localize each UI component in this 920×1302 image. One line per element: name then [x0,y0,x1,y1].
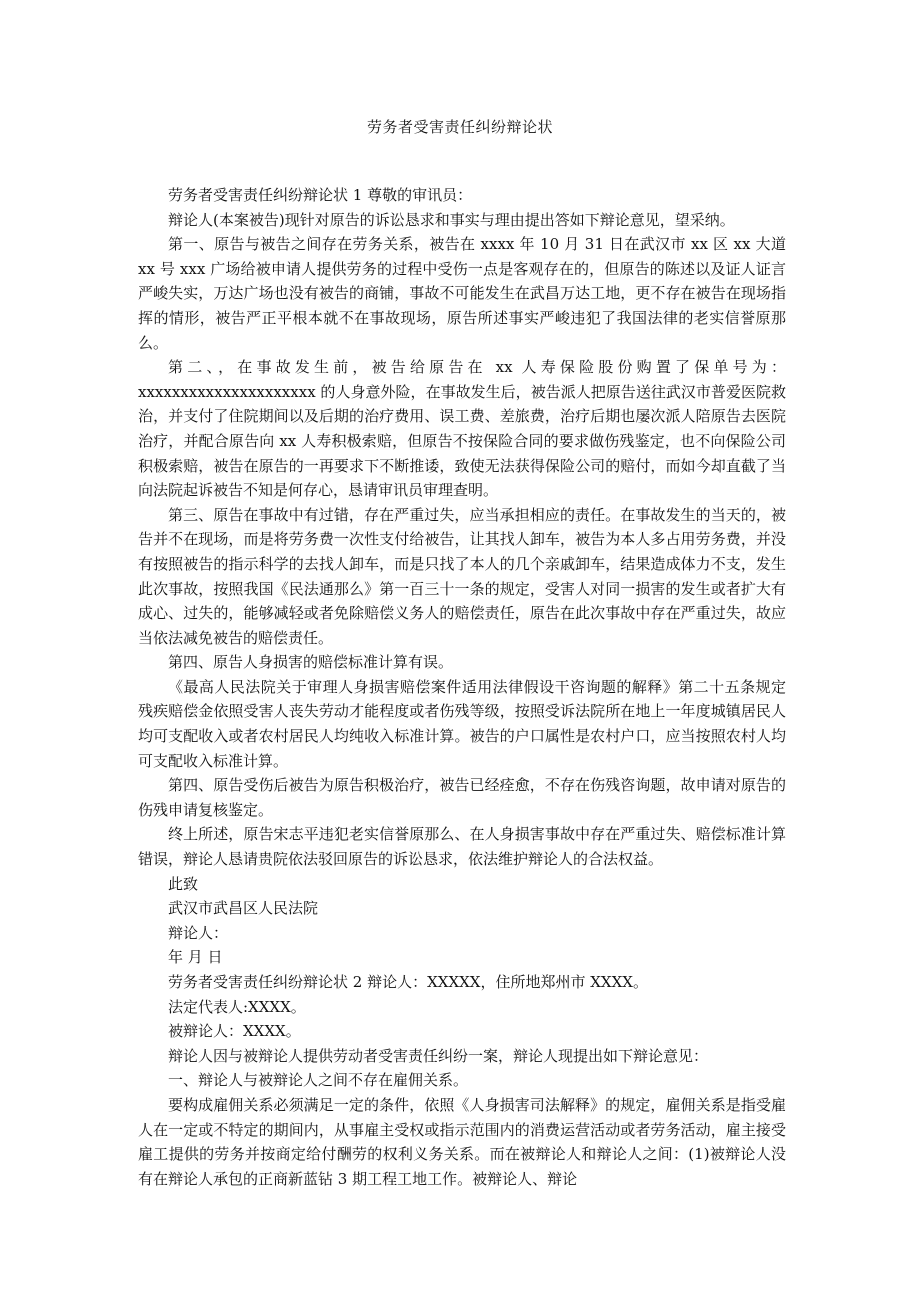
paragraph: 要构成雇佣关系必须满足一定的条件，依照《人身损害司法解释》的规定，雇佣关系是指受雇人在一定或不特定的期间内，从事雇主受权或指示范围内的消费运营活动或者劳务活动，雇主接受雇工提供的劳务并按商定给付酬劳的权利义务关系。而在被辩论人和辩论人之间：(1)被辩论人没有在辩论人承包的正商新蓝钻 3 期工程工地工作。被辩论人、辩论 [138,1095,786,1188]
document-body [138,183,786,1191]
paragraph: 一、辩论人与被辩论人之间不存在雇佣关系。 [168,1071,469,1090]
paragraph: 第三、原告在事故中有过错，存在严重过失，应当承担相应的责任。在事故发生的当天的，被告并不在现场，而是将劳务费一次性支付给被告，让其找人卸车，被告为本人多占用劳务费，并没有按照被告的指示科学的去找人卸车，而是只找了本人的几个亲戚卸车，结果造成体力不支，发生此次事故，按照我国《民法通那么》第一百三十一条的规定，受害人对同一损害的发生或者扩大有成心、过失的，能够减轻或者免除赔偿义务人的赔偿责任，原告在此次事故中存在严重过失，故应当依法减免被告的赔偿责任。 [138,505,786,647]
paragraph: 此致 [168,874,199,893]
paragraph: 劳务者受害责任纠纷辩论状 1 尊敬的审讯员： [168,186,473,204]
paragraph: 《最高人民法院关于审理人身损害赔偿案件适用法律假设干咨询题的解释》第二十五条规定 残疾赔偿金依照受害人丧失劳动才能程度或者伤残等级，按照受诉法院所在地上一年度城镇居民人均可支配收入或者农村居民人均纯收入标准计算。被告的户口属性是农村户口，应当按照农村人均可支配收入标准计算。 [138,677,786,770]
paragraph: 第一、原告与被告之间存在劳务关系，被告在 xxxx 年 10 月 31 日在武汉市 xx 区 xx 大道 xx 号 xxx 广场给被申请人提供劳务的过程中受伤一点是客观存在的，但原告的陈述以及证人证言严峻失实，万达广场也没有被告的商铺，事故不可能发生在武昌万达工地，更不存在被告在现场指挥的情形，被告严正平根本就不在事故现场，原告所述事实严峻违犯了我国法律的老实信誉原那么。 [138,235,786,352]
document-title: 劳务者受害责任纠纷辩论状 [366,118,553,136]
paragraph: 第四、原告人身损害的赔偿标准计算有误。 [168,653,454,672]
paragraph: 武汉市武昌区人民法院 [168,899,319,918]
paragraph: 辩论人因与被辩论人提供劳动者受害责任纠纷一案，辩论人现提出如下辩论意见： [168,1046,709,1065]
paragraph: 被辩论人：XXXX。 [168,1022,301,1041]
paragraph: 第四、原告受伤后被告为原告积极治疗，被告已经痊愈，不存在伤残咨询题，故申请对原告的伤残申请复核鉴定。 [138,776,786,819]
paragraph: 劳务者受害责任纠纷辩论状 2 辩论人：XXXXX，住所地郑州市 XXXX。 [168,973,648,991]
paragraph: 年 月 日 [168,948,223,967]
paragraph: 法定代表人:XXXX。 [168,997,306,1016]
paragraph: 辩论人(本案被告)现针对原告的诉讼恳求和事实与理由提出答如下辩论意见，望采纳。 [168,210,735,229]
paragraph: 辩论人： [168,923,229,942]
paragraph: 终上所述，原告宋志平违犯老实信誉原那么、在人身损害事故中存在严重过失、赔偿标准计算错误，辩论人恳请贵院依法驳回原告的诉讼恳求，依法维护辩论人的合法权益。 [138,825,786,869]
paragraph: 第二、，在事故发生前，被告给原告在 xx 人寿保险股份购置了保单号为：xxxxxxxxxxxxxxxxxxxxx 的人身意外险，在事故发生后，被告派人把原告送往武汉市普爱医院救治，并支付了住院期间以及后期的治疗费用、误工费、差旅费，治疗后期也屡次派人陪原告去医院治疗，并配合原告向 xx 人寿积极索赔，但原告不按保险合同的要求做伤残鉴定，也不向保险公司积极索赔，被告在原告的一再要求下不断推诿，致使无法获得保险公司的赔付，而如今却直截了当向法院起诉被告不知是何存心，恳请审讯员审理查明。 [138,358,786,500]
